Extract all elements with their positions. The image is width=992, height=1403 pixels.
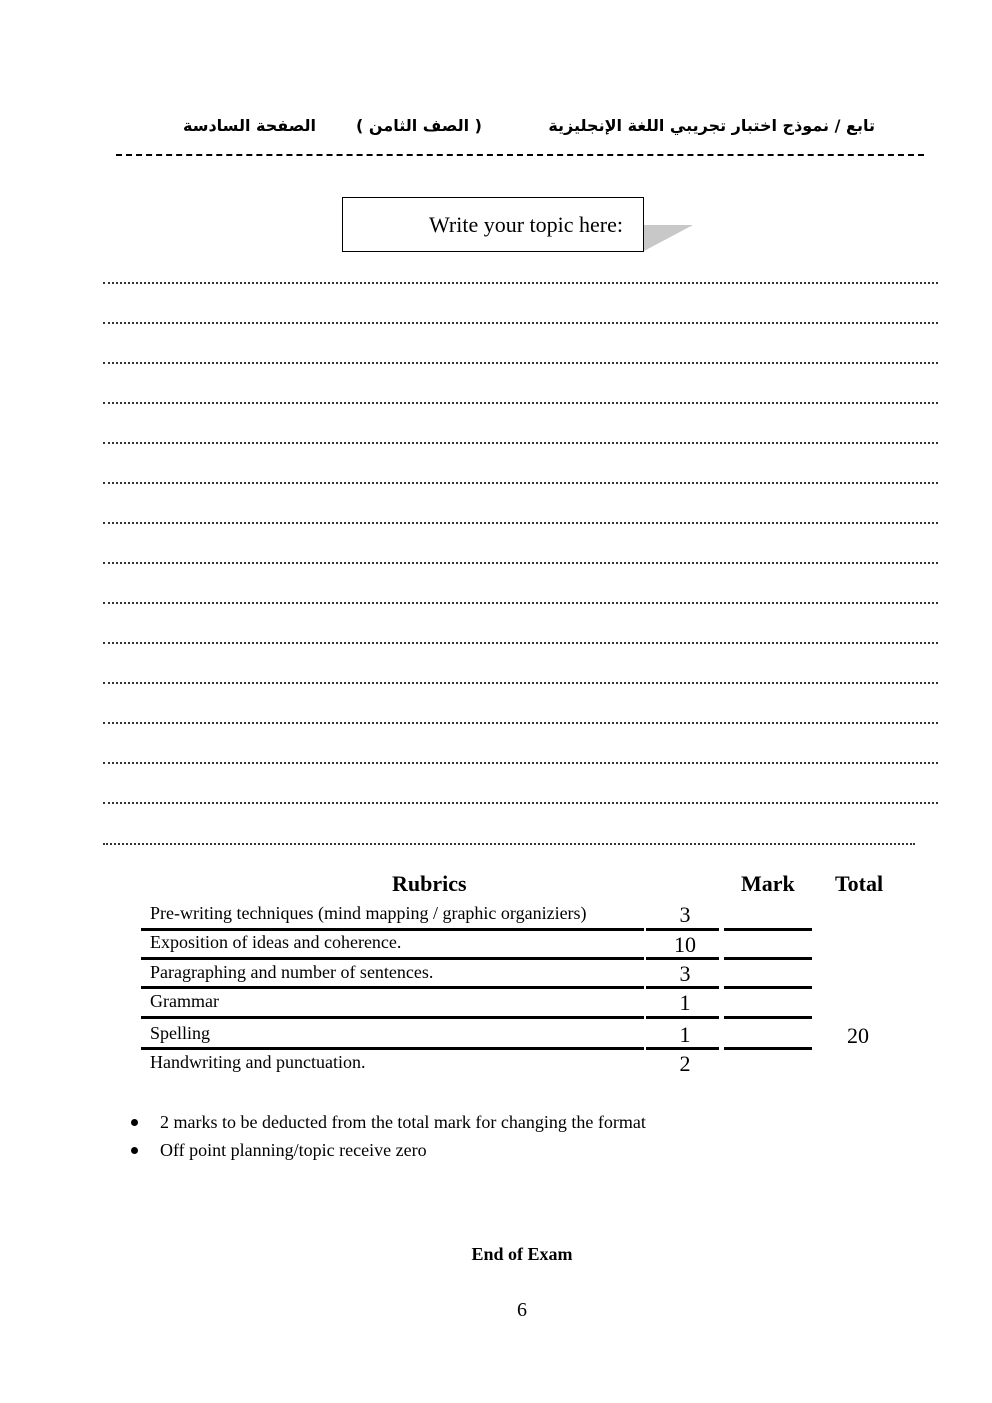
mark-entry-line (724, 1047, 812, 1050)
row-rule (141, 957, 644, 960)
bullet-icon (131, 1119, 138, 1126)
rubric-points: 2 (679, 1051, 691, 1076)
row-rule (141, 986, 644, 989)
writing-line (103, 322, 938, 324)
note-item: 2 marks to be deducted from the total mark for changing the format (160, 1112, 646, 1132)
writing-line (103, 442, 938, 444)
mark-entry-line (724, 928, 812, 931)
writing-line (103, 762, 938, 764)
writing-line (103, 642, 938, 644)
row-rule (646, 1016, 719, 1019)
writing-line (103, 522, 938, 524)
rubric-points: 3 (679, 961, 691, 986)
writing-line (103, 362, 938, 364)
rubric-criterion: Grammar (150, 991, 219, 1011)
total-value: 20 (847, 1023, 869, 1048)
exam-title: تابع / نموذج اختبار تجريبي اللغة الإنجليزية (548, 116, 875, 135)
writing-line (103, 682, 938, 684)
writing-line (103, 282, 938, 284)
rubric-criterion: Pre-writing techniques (mind mapping / graphic organiziers) (150, 903, 587, 923)
end-of-exam: End of Exam (471, 1244, 573, 1264)
note-item: Off point planning/topic receive zero (160, 1140, 427, 1160)
row-rule (646, 928, 719, 931)
page-label: الصفحة السادسة (183, 116, 317, 135)
page-number: 6 (517, 1299, 527, 1321)
writing-line (103, 402, 938, 404)
mark-entry-line (724, 1016, 812, 1019)
bullet-icon (131, 1147, 138, 1154)
mark-entry-line (724, 957, 812, 960)
rubric-criterion: Handwriting and punctuation. (150, 1052, 366, 1072)
mark-entry-line (724, 986, 812, 989)
writing-line (103, 843, 915, 845)
topic-box-shadow (644, 225, 693, 251)
rubric-points: 1 (679, 990, 691, 1015)
rubric-points: 1 (679, 1022, 691, 1047)
row-rule (141, 1016, 644, 1019)
writing-line (103, 802, 938, 804)
rubric-criterion: Exposition of ideas and coherence. (150, 932, 402, 952)
header-divider (116, 154, 924, 156)
row-rule (141, 1047, 644, 1050)
row-rule (646, 957, 719, 960)
writing-line (103, 602, 938, 604)
writing-line (103, 562, 938, 564)
mark-heading: Mark (741, 871, 795, 896)
rubric-points: 3 (679, 902, 691, 927)
writing-line (103, 482, 938, 484)
rubrics-heading: Rubrics (392, 871, 467, 896)
topic-prompt-box (342, 197, 644, 252)
rubric-criterion: Paragraphing and number of sentences. (150, 962, 434, 982)
row-rule (646, 1047, 719, 1050)
total-heading: Total (835, 871, 884, 896)
topic-prompt-text: Write your topic here: (429, 211, 623, 237)
rubric-criterion: Spelling (150, 1023, 211, 1043)
row-rule (646, 986, 719, 989)
rubric-points: 10 (674, 932, 696, 957)
row-rule (141, 928, 644, 931)
writing-line (103, 722, 938, 724)
grade-label: ( الصف الثامن ) (356, 116, 482, 135)
